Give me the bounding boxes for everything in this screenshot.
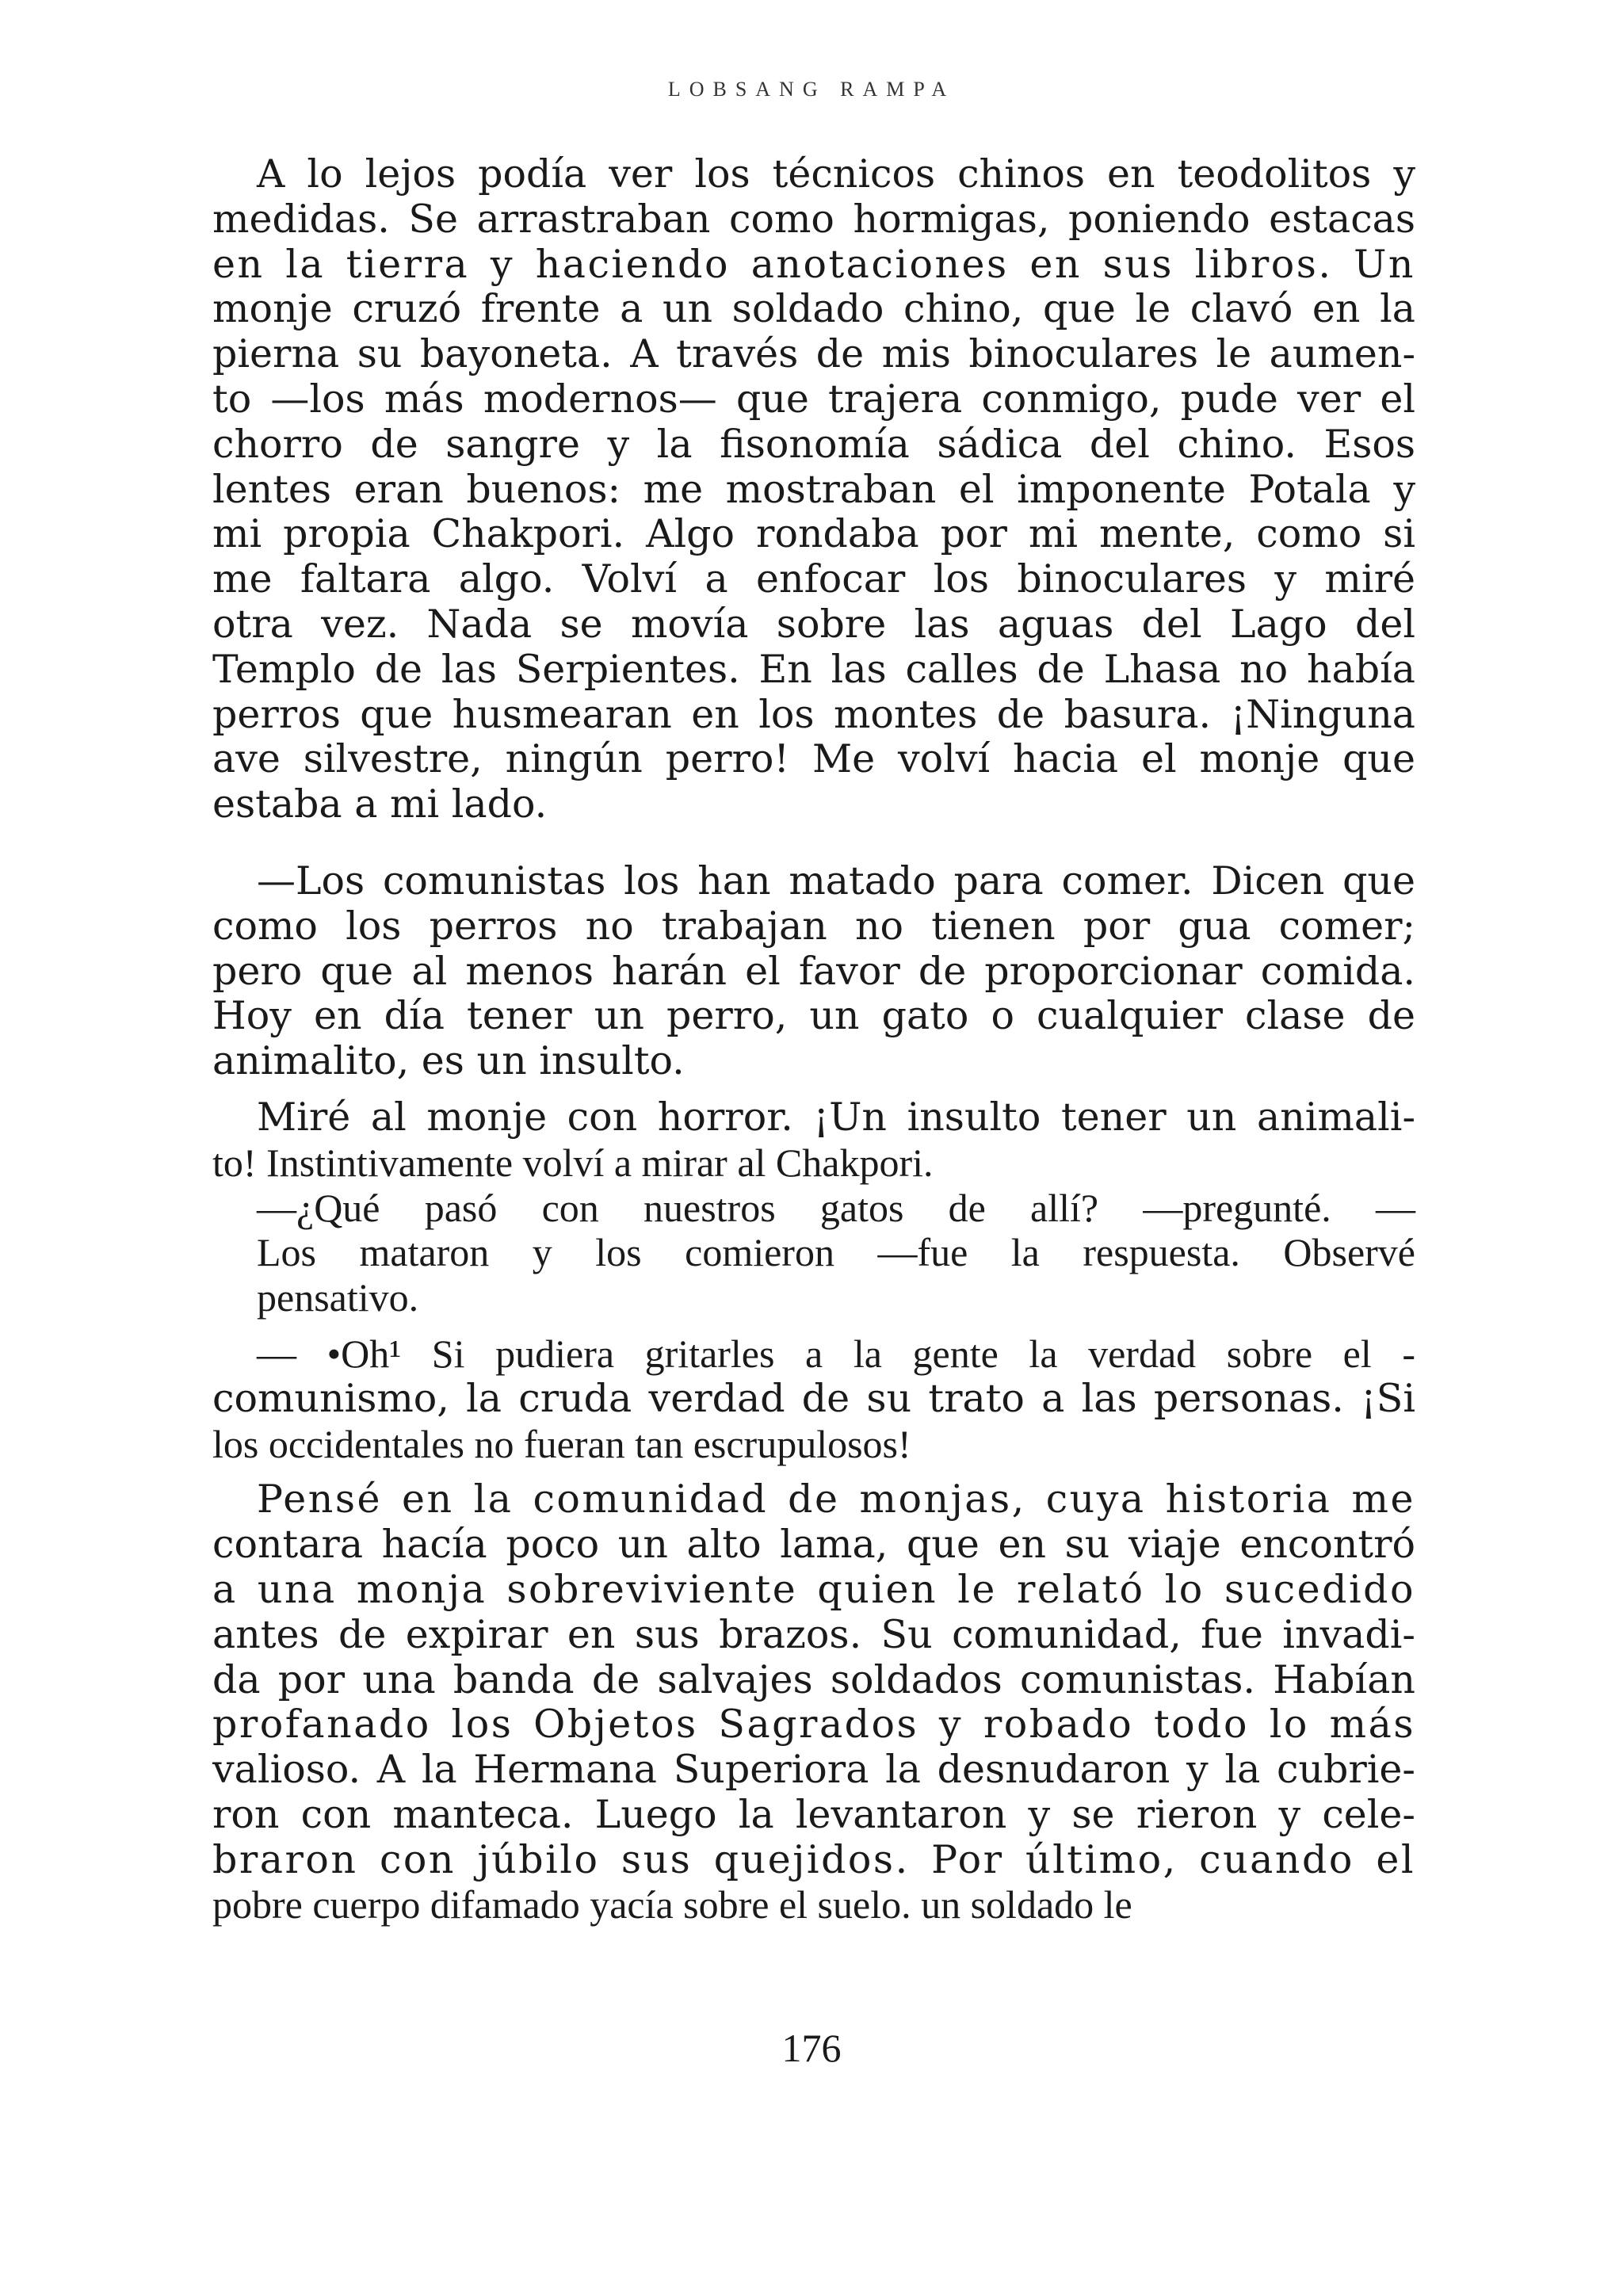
text-line: profanado los Objetos Sagrados y robado todo lo más — [212, 1702, 1415, 1748]
text-line: me faltara algo. Volví a enfocar los binoculares y miré — [212, 556, 1415, 602]
text-line: comunismo, la cruda verdad de su trato a las personas. ¡Si — [212, 1375, 1415, 1421]
text-line: pensativo. — [257, 1275, 419, 1320]
text-line: animalito, es un insulto. — [212, 1038, 685, 1084]
text-line: Hoy en día tener un perro, un gato o cualquier clase de — [212, 993, 1415, 1039]
text-line: perros que husmearan en los montes de basura. ¡Ninguna — [212, 691, 1415, 737]
text-line: a una monja sobreviviente quien le relató lo sucedido — [212, 1566, 1415, 1612]
paragraph-gap — [212, 827, 1415, 859]
text-line: monje cruzó frente a un soldado chino, que le clavó en la — [212, 286, 1415, 332]
text-line: pero que al menos harán el favor de proporcionar comida. — [212, 948, 1415, 994]
text-line: lentes eran buenos: me mostraban el imponente Potala y — [212, 466, 1415, 512]
text-line: contara hacía poco un alto lama, que en su viaje encontró — [212, 1522, 1415, 1568]
text-line: pobre cuerpo difamado yacía sobre el suelo. un soldado le — [212, 1882, 1132, 1927]
page-number: 176 — [781, 2026, 842, 2070]
text-line: braron con júbilo sus quejidos. Por último, cuando el — [212, 1836, 1415, 1882]
text-line: antes de expirar en sus brazos. Su comunidad, fue invadi- — [212, 1611, 1415, 1657]
text-line: A lo lejos podía ver los técnicos chinos en teodolitos y — [257, 151, 1415, 197]
text-line: pierna su bayoneta. A través de mis binoculares le aumen- — [212, 331, 1415, 377]
text-line: estaba a mi lado. — [212, 781, 548, 827]
body-text — [212, 152, 1415, 1927]
text-line: ron con manteca. Luego la levantaron y se rieron y cele- — [212, 1791, 1415, 1837]
text-line: chorro de sangre y la fisonomía sádica del chino. Esos — [212, 421, 1415, 467]
text-line: como los perros no trabajan no tienen por gua comer; — [212, 903, 1415, 949]
text-line: Miré al monje con horror. ¡Un insulto tener un animali- — [257, 1094, 1415, 1140]
text-line: los occidentales no fueran tan escrupulosos! — [212, 1421, 911, 1466]
text-line: en la tierra y haciendo anotaciones en sus libros. Un — [212, 241, 1415, 287]
text-line: otra vez. Nada se movía sobre las aguas del Lago del — [212, 601, 1415, 647]
text-line: —Los comunistas los han matado para comer. Dicen que — [257, 858, 1415, 904]
text-line: medidas. Se arrastraban como hormigas, poniendo estacas — [212, 196, 1415, 242]
text-line: valioso. A la Hermana Superiora la desnudaron y la cubrie- — [212, 1747, 1415, 1793]
text-line: Pensé en la comunidad de monjas, cuya historia me — [257, 1477, 1415, 1522]
text-line: mi propia Chakpori. Algo rondaba por mi mente, como si — [212, 511, 1415, 557]
paragraph-gap — [212, 1320, 1415, 1331]
text-line: — •Oh¹ Si pudiera gritarles a la gente la verdad sobre el - — [257, 1331, 1415, 1376]
text-line: to —los más modernos— que trajera conmigo, pude ver el — [212, 376, 1415, 422]
running-head: LOBSANG RAMPA — [667, 78, 956, 101]
text-line: ave silvestre, ningún perro! Me volví hacia el monje que — [212, 736, 1415, 782]
text-line: Los mataron y los comieron —fue la respuesta. Observé — [257, 1230, 1415, 1275]
text-line: da por una banda de salvajes soldados comunistas. Habían — [212, 1656, 1415, 1702]
text-line: to! Instintivamente volví a mirar al Chakpori. — [212, 1140, 934, 1185]
text-line: Templo de las Serpientes. En las calles de Lhasa no había — [212, 646, 1415, 692]
paragraph-gap — [212, 1084, 1415, 1095]
text-line: —¿Qué pasó con nuestros gatos de allí? —pregunté. — — [257, 1185, 1415, 1230]
paragraph-gap — [212, 1466, 1415, 1477]
